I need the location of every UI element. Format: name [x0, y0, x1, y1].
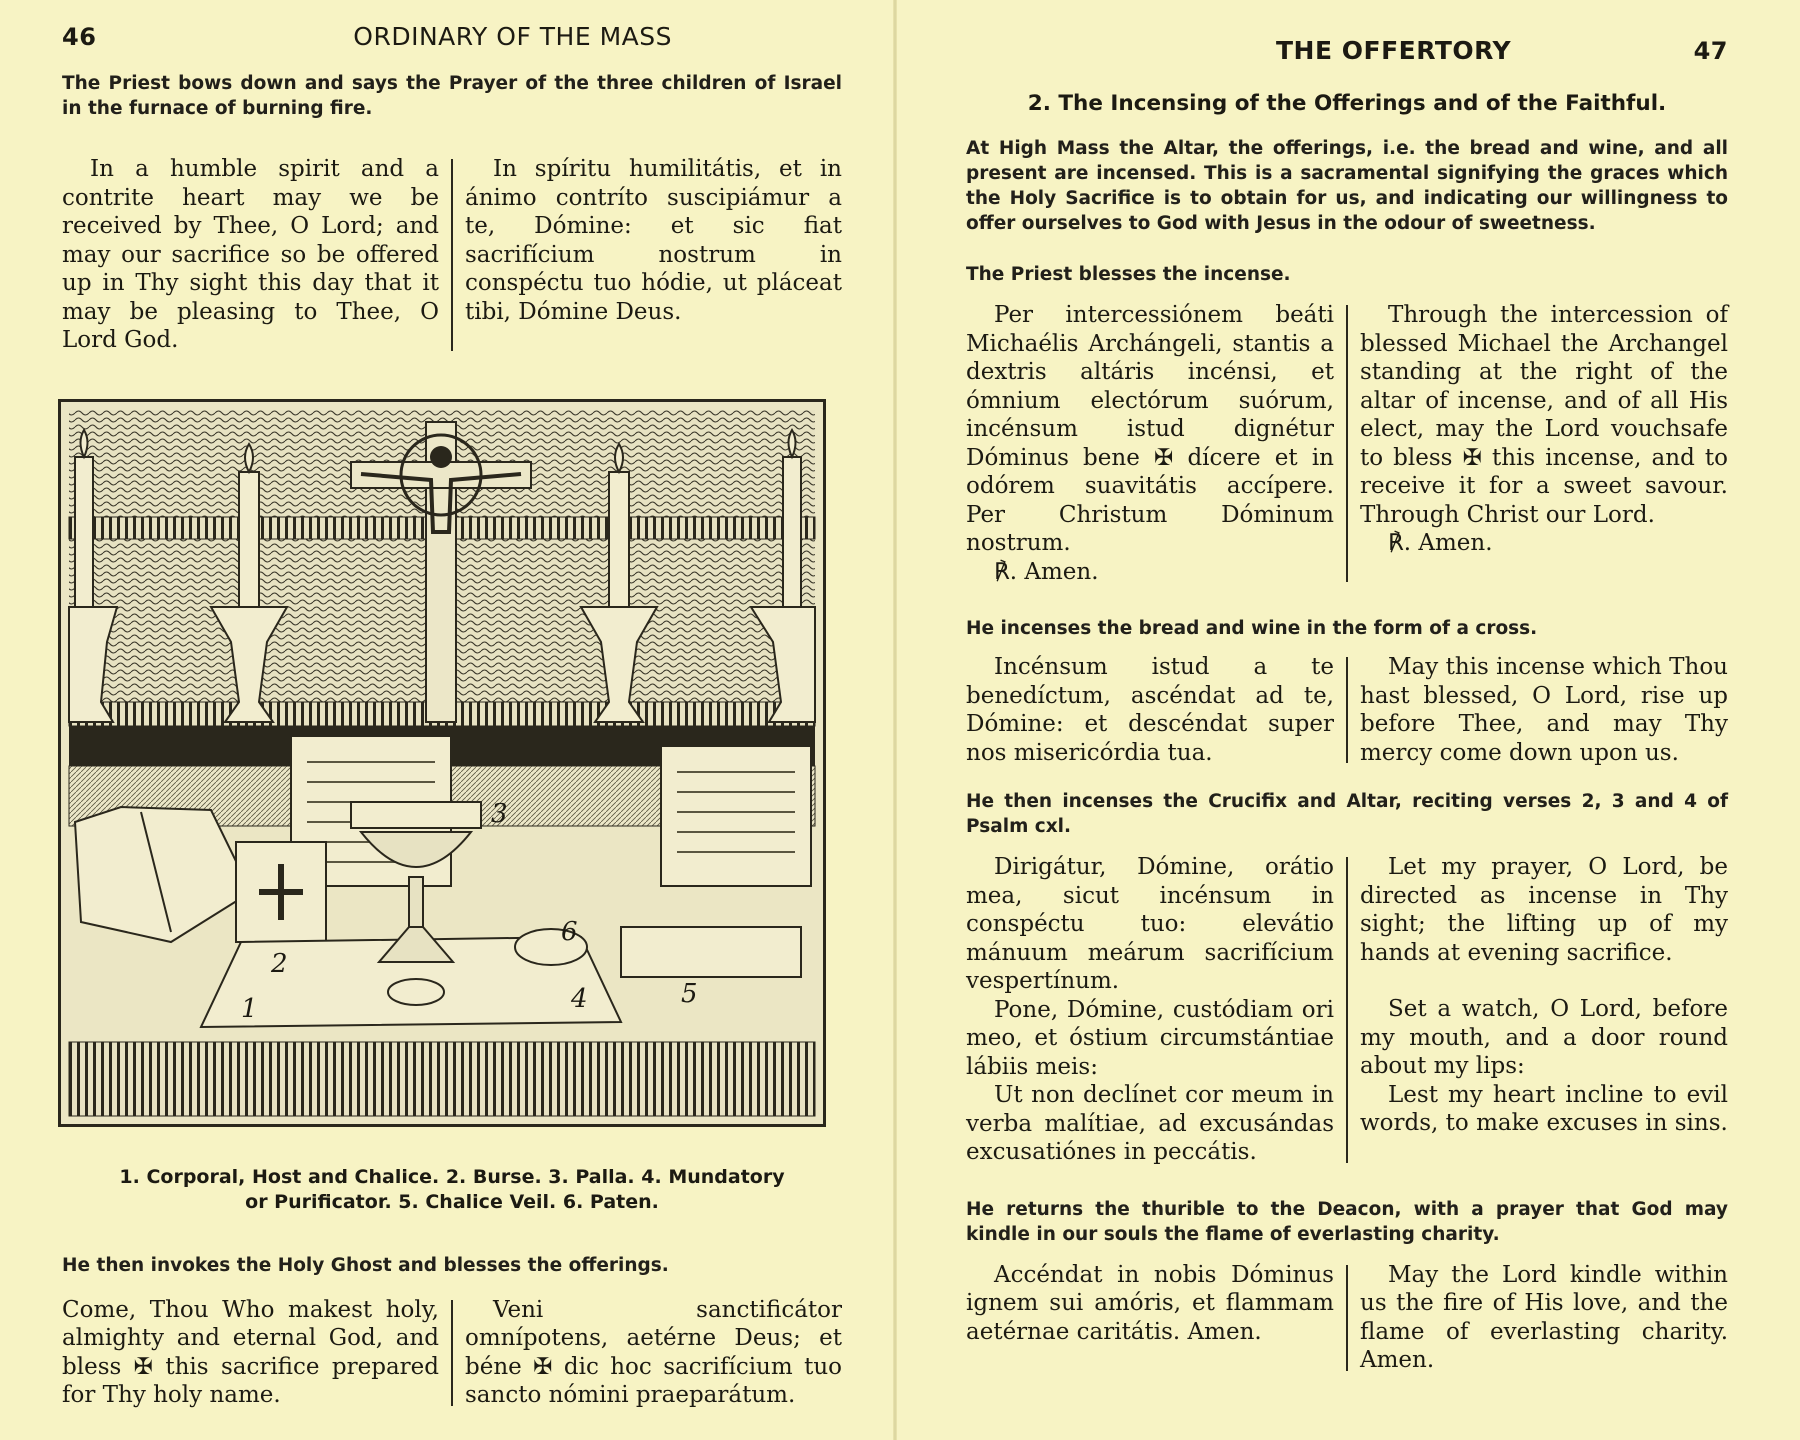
prayer-blessing-incense [966, 301, 1728, 586]
blessing-latin-column [966, 301, 1346, 586]
psalm-cxl [966, 853, 1728, 1167]
prayer-incensum-istud [966, 653, 1728, 767]
prayer-humble-spirit-latin [453, 155, 842, 355]
accendat-latin-column [966, 1261, 1346, 1375]
prayer-text-latin: Accéndat in nobis Dóminus ignem sui amóris, et flammam aetérnae caritátis. Amen. [966, 1261, 1334, 1345]
response-amen-english: ℟. Amen. [1388, 530, 1493, 556]
prayer-text-english: Come, Thou Who makest holy, almighty and eternal God, and bless ✠ this sacrifice prepared for Thy holy name. [62, 1296, 439, 1408]
altar-illustration [58, 399, 826, 1127]
rubric-invokes-holy-ghost: He then invokes the Holy Ghost and blesses the offerings. [62, 1254, 669, 1276]
rubric-incenses-bread-wine: He incenses the bread and wine in the form of a cross. [966, 618, 1538, 639]
prayer-accendat [966, 1261, 1728, 1375]
book-gutter [893, 0, 897, 1440]
right-running-title: THE OFFERTORY [1276, 36, 1512, 65]
prayer-text-latin: In spíritu humilitátis, et in ánimo contríto suscipiámur a te, Dómine: et sic fiat sacrifícium nostrum in conspéctu tuo hódie, ut pláceat tibi, Dómine Deus. [465, 156, 842, 325]
psalm-english-column [1348, 853, 1728, 1167]
response-amen-latin: ℟. Amen. [994, 558, 1099, 585]
figure-caption-line-2: or Purificator. 5. Chalice Veil. 6. Paten. [245, 1190, 659, 1213]
incense-english-column [1348, 653, 1728, 767]
right-running-head [966, 36, 1728, 65]
prayer-humble-spirit [62, 155, 842, 355]
psalm-verse-latin: Dirigátur, Dómine, orátio mea, sicut incénsum in conspéctu tuo: elevátio mánuum meárum sacrifícium vespertínum. [966, 854, 1334, 994]
psalm-latin-column [966, 853, 1346, 1167]
prayer-veni-english [62, 1296, 451, 1410]
figure-label-2: 2 [271, 948, 288, 979]
figure-label-5: 5 [681, 978, 698, 1009]
psalm-verse-latin: Ut non declínet cor meum in verba malítiae, ad excusándas excusatiónes in peccátis. [966, 1082, 1334, 1165]
rubric-blesses-incense: The Priest blesses the incense. [966, 264, 1291, 285]
rubric-returns-thurible: He returns the thurible to the Deacon, with a prayer that God may kindle in our souls the flame of everlasting charity. [966, 1198, 1728, 1245]
prayer-veni-latin [453, 1296, 842, 1410]
psalm-verse-latin: Pone, Dómine, custódiam ori meo, et óstium circumstántiae lábiis meis: [966, 996, 1334, 1080]
figure-caption-line-1: 1. Corporal, Host and Chalice. 2. Burse. 3. Palla. 4. Mundatory [119, 1165, 785, 1188]
prayer-text-english: May this incense which Thou hast blessed, O Lord, rise up before Thee, and may Thy mercy come down upon us. [1360, 654, 1728, 766]
figure-label-3: 3 [491, 798, 508, 829]
intro-rubric: At High Mass the Altar, the offerings, i.e. the bread and wine, and all present are incensed. This is a sacramental signifying the graces which the Holy Sacrifice is to obtain for us, and indicating our willingness to offer ourselves to God with Jesus in the odour of sweetness. [966, 138, 1728, 234]
incense-latin-column [966, 653, 1346, 767]
prayer-text-latin: Veni sanctificátor omnípotens, aetérne Deus; et béne ✠ dic hoc sacrifícium tuo sancto nómini praeparátum. [465, 1296, 842, 1408]
right-page-number: 47 [1693, 37, 1728, 65]
figure-caption [62, 1165, 842, 1215]
prayer-text-english: Through the intercession of blessed Michael the Archangel standing at the right of the altar of incense, and of all His elect, may the Lord vouchsafe to bless ✠ this incense, and to receive it for a sweet savour. Through Christ our Lord. [1360, 302, 1728, 528]
prayer-text-latin: Per intercessiónem beáti Michaélis Archángeli, stantis a dextris altáris incénsi, et ómnium electórum suórum, incénsum istud dignétur Dóminus bene ✠ dícere et in odórem suavitátis accípere. Per Christum Dóminum nostrum. [966, 302, 1334, 556]
figure-label-6: 6 [561, 916, 578, 947]
psalm-verse-english: Set a watch, O Lord, before my mouth, and a door round about my lips: [1360, 996, 1728, 1079]
psalm-verse-english: Let my prayer, O Lord, be directed as incense in Thy sight; the lifting up of my hands at evening sacrifice. [1360, 854, 1728, 966]
left-running-title: ORDINARY OF THE MASS [353, 22, 672, 51]
prayer-veni-sanctificator [62, 1296, 842, 1410]
prayer-text-latin: Incénsum istud a te benedíctum, ascéndat ad te, Dómine: et descéndat super nos misericórdia tua. [966, 654, 1334, 766]
rubric-bows-down: The Priest bows down and says the Prayer of the three children of Israel in the furnace of burning fire. [62, 73, 842, 119]
prayer-text-english: In a humble spirit and a contrite heart may we be received by Thee, O Lord; and may our sacrifice so be offered up in Thy sight this day that it may be pleasing to Thee, O Lord God. [62, 156, 439, 353]
accendat-english-column [1348, 1261, 1728, 1375]
altar-illustration-svg [61, 402, 823, 1124]
right-page [906, 0, 1800, 1440]
blessing-english-column [1348, 301, 1728, 586]
section-heading: 2. The Incensing of the Offerings and of the Faithful. [1027, 91, 1667, 116]
left-page-number: 46 [62, 23, 97, 51]
psalm-verse-english: Lest my heart incline to evil words, to make excuses in sins. [1360, 1081, 1728, 1136]
left-page [0, 0, 894, 1440]
left-running-head [62, 22, 842, 51]
prayer-text-english: May the Lord kindle within us the fire of His love, and the flame of everlasting charity. Amen. [1360, 1261, 1728, 1373]
figure-label-1: 1 [241, 993, 258, 1024]
prayer-humble-spirit-english [62, 155, 451, 355]
figure-label-4: 4 [571, 983, 588, 1014]
rubric-incenses-crucifix: He then incenses the Crucifix and Altar, reciting verses 2, 3 and 4 of Psalm cxl. [966, 791, 1728, 837]
